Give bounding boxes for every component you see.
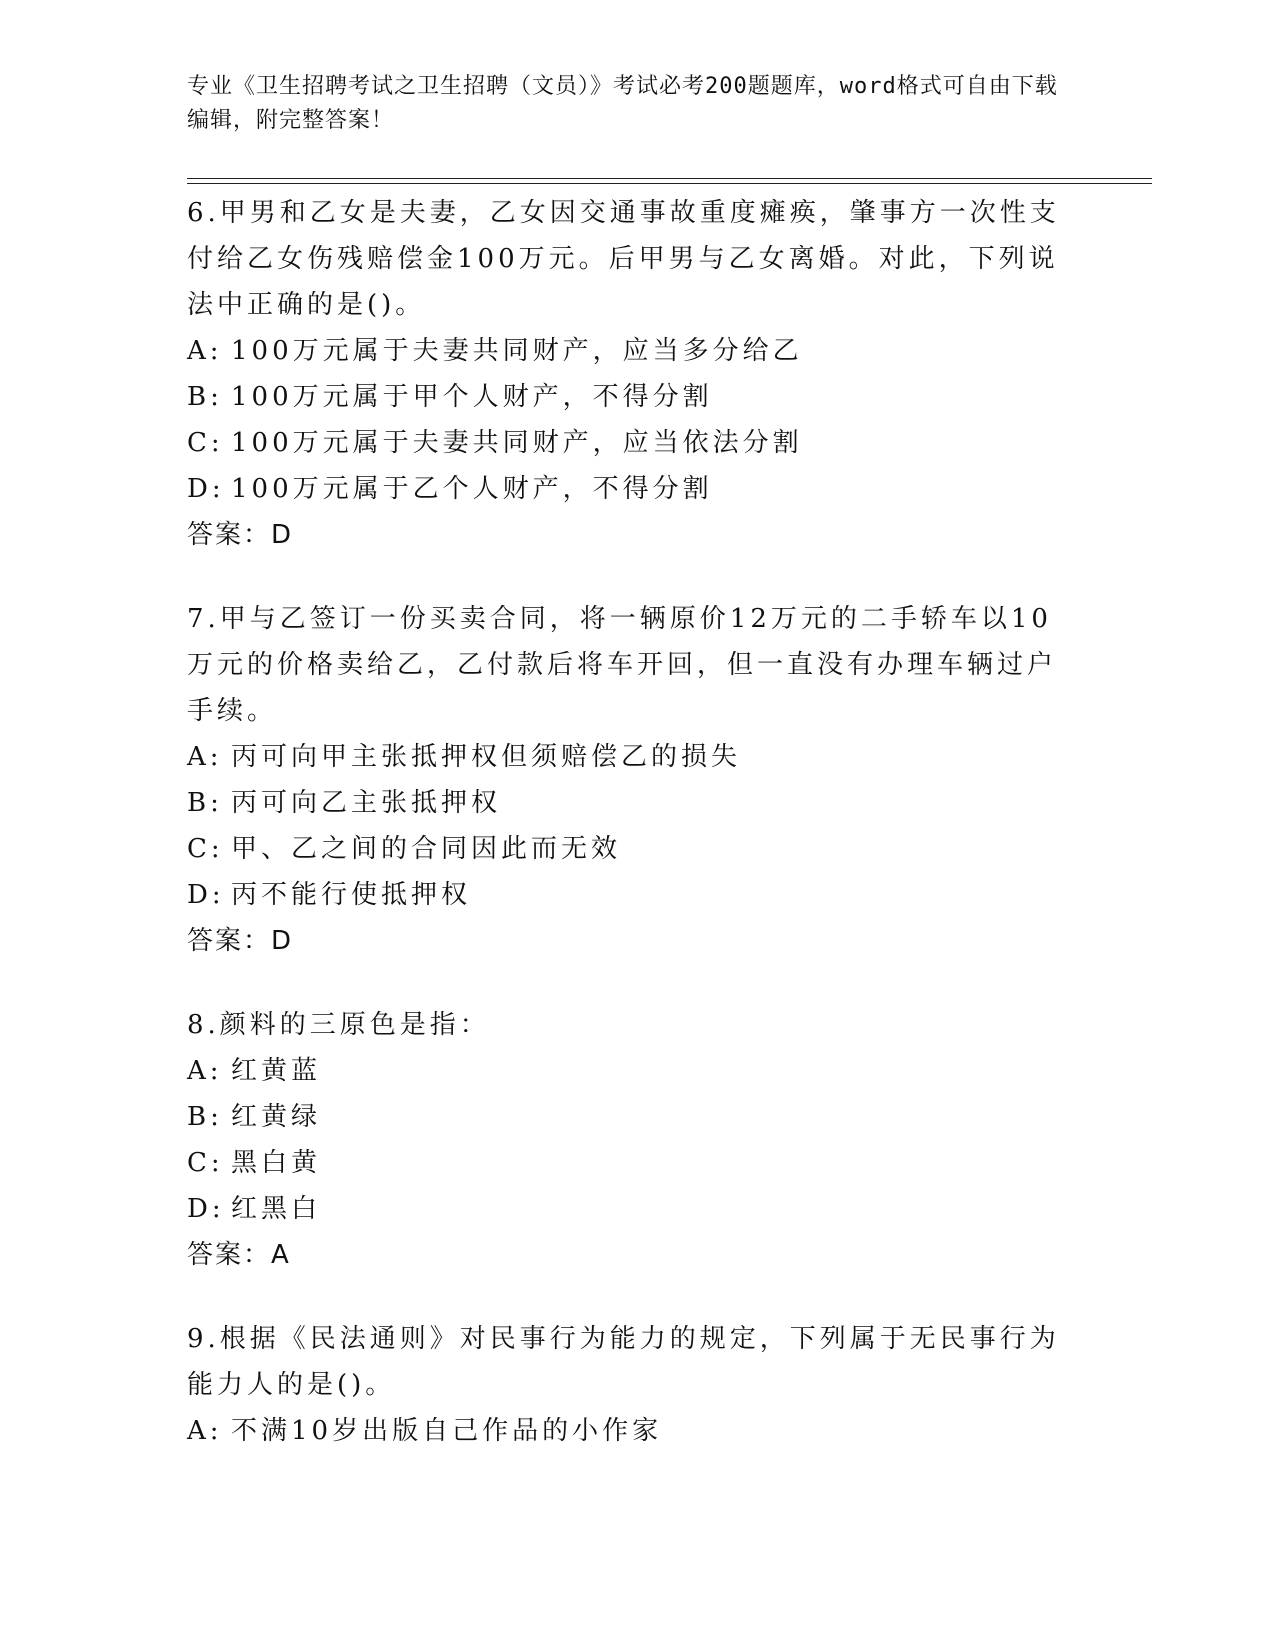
option-letter: C: — [187, 1148, 224, 1178]
question-6 — [187, 190, 1067, 558]
option-letter: D: — [187, 880, 225, 910]
header-divider-bottom — [187, 183, 1152, 184]
option-letter: D: — [187, 474, 225, 504]
option-text: 100万元属于夫妻共同财产，应当依法分割 — [231, 428, 803, 458]
option-letter: B: — [187, 382, 223, 412]
question-text: 9.根据《民法通则》对民事行为能力的规定，下列属于无民事行为能力人的是()。 — [187, 1324, 1060, 1400]
question-text: 7.甲与乙签订一份买卖合同，将一辆原价12万元的二手轿车以10万元的价格卖给乙，乙付款后将车开回，但一直没有办理车辆过户手续。 — [187, 604, 1058, 726]
option-letter: A: — [187, 1056, 223, 1086]
question-text: 6.甲男和乙女是夫妻，乙女因交通事故重度瘫痪，肇事方一次性支付给乙女伤残赔偿金100万元。后甲男与乙女离婚。对此，下列说法中正确的是()。 — [187, 198, 1060, 320]
option-text: 100万元属于甲个人财产，不得分割 — [231, 382, 713, 412]
option-text: 丙可向乙主张抵押权 — [231, 788, 502, 818]
question-text: 8.颜料的三原色是指： — [187, 1010, 490, 1040]
document-header: 专业《卫生招聘考试之卫生招聘（文员）》考试必考200题题库，word格式可自由下载编辑，附完整答案！ — [187, 74, 1058, 133]
question-7 — [187, 596, 1067, 964]
option-c — [187, 1140, 1067, 1186]
question-9 — [187, 1316, 1067, 1454]
option-c — [187, 826, 1067, 872]
option-text: 甲、乙之间的合同因此而无效 — [231, 834, 622, 864]
answer: 答案：D — [187, 520, 294, 550]
option-a — [187, 1408, 1067, 1454]
option-a — [187, 1048, 1067, 1094]
option-b — [187, 374, 1067, 420]
question-list — [187, 190, 1067, 1492]
answer: 答案：A — [187, 1240, 291, 1270]
option-letter: A: — [187, 336, 223, 366]
option-text: 不满10岁出版自己作品的小作家 — [231, 1416, 663, 1446]
option-text: 丙可向甲主张抵押权但须赔偿乙的损失 — [231, 742, 742, 772]
option-text: 100万元属于乙个人财产，不得分割 — [231, 474, 713, 504]
option-letter: D: — [187, 1194, 225, 1224]
option-letter: B: — [187, 788, 223, 818]
option-a — [187, 734, 1067, 780]
question-8 — [187, 1002, 1067, 1278]
option-b — [187, 1094, 1067, 1140]
option-b — [187, 780, 1067, 826]
option-d — [187, 1186, 1067, 1232]
option-letter: B: — [187, 1102, 223, 1132]
option-text: 红黑白 — [231, 1194, 322, 1224]
option-text: 丙不能行使抵押权 — [231, 880, 472, 910]
option-a — [187, 328, 1067, 374]
option-text: 红黄蓝 — [231, 1056, 322, 1086]
option-d — [187, 872, 1067, 918]
option-letter: C: — [187, 428, 224, 458]
option-text: 100万元属于夫妻共同财产，应当多分给乙 — [231, 336, 803, 366]
option-d — [187, 466, 1067, 512]
header-divider-top — [187, 178, 1152, 179]
option-text: 黑白黄 — [231, 1148, 322, 1178]
option-letter: C: — [187, 834, 224, 864]
option-c — [187, 420, 1067, 466]
option-text: 红黄绿 — [231, 1102, 322, 1132]
option-letter: A: — [187, 742, 223, 772]
option-letter: A: — [187, 1416, 223, 1446]
answer: 答案：D — [187, 926, 294, 956]
